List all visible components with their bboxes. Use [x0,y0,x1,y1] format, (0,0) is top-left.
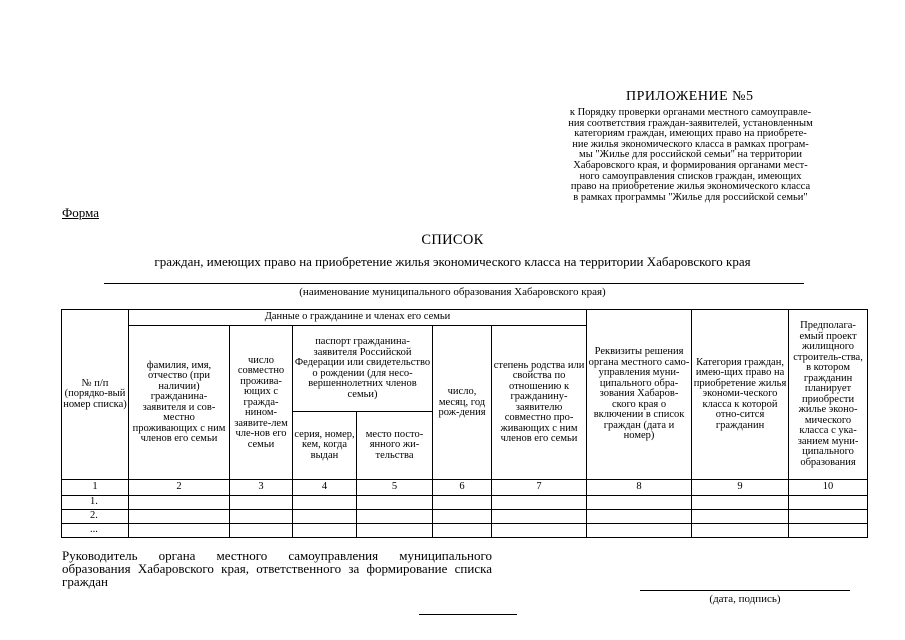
list-title: СПИСОК [421,232,484,248]
header-col-9: Категория граждан, имею-щих право на приобретение жилья экономи-ческого класса к которой отно-сится гражданин [692,310,789,480]
header-col-1: № п/п (порядко-вый номер списка) [62,310,129,480]
header-passport-group: паспорт гражданина-заявителя Российской Федерации или свидетельство о рождении (для несо-вершеннолетних членов семьи) [293,326,433,412]
header-col-8: Реквизиты решения органа местного само-управления муни-ципального обра-зования Хабаров-ского края о включении в список граждан (дата и номер) [587,310,692,480]
header-col-4: серия, номер, кем, когда выдан [293,411,357,480]
header-col-3: число совместно прожива-ющих с гражда-нином-заявите-лем чле-нов его семьи [230,326,293,480]
date-signature-caption: (дата, подпись) [709,593,781,605]
header-col-10: Предполага-емый проект жилищного строитель-ства, в котором гражданин планирует приобрести жилье эконо-мического класса с ука-занием муни-ципального образования [789,310,868,480]
municipality-blank-line [104,283,804,284]
appendix-note-line: категориям граждан, имеющих право на приобрете- [574,128,807,140]
column-number: 5 [357,480,433,495]
appendix-note-line: к Порядку проверки органами местного самоуправле- [569,107,812,118]
appendix-note-line: ния соответствия граждан-заявителей, установленным [568,117,813,129]
bottom-short-line [419,614,517,615]
appendix-note-line: ного самоуправления списков граждан, имеющих [579,170,802,182]
appendix-note [528,108,853,203]
table-row [62,509,868,523]
appendix-note-line: ние жилья экономического класса в рамках програм- [572,138,809,150]
appendix-title: ПРИЛОЖЕНИЕ №5 [626,89,754,104]
date-signature-line [640,590,850,591]
column-number: 7 [492,480,587,495]
header-col-2: фамилия, имя, отчество (при наличии) гражданина-заявителя и сов-местно проживающих с ним членов его семьи [129,326,230,480]
municipality-caption: (наименование муниципального образования Хабаровского края) [299,286,606,298]
row-number: ... [62,523,129,537]
header-col-5: место посто-янного жи-тельства [357,411,433,480]
form-label: Форма [62,205,99,220]
appendix-note-line: мы "Жилье для российской семьи" на территории [579,149,802,161]
citizens-table [61,309,868,538]
column-numbers-row [62,480,868,495]
column-number: 4 [293,480,357,495]
signer-text: Руководитель органа местного самоуправления муниципального образования Хабаровского края, ответственного за формирование списка граждан [62,548,492,589]
column-number: 1 [62,480,129,495]
header-col-7: степень родства или свойства по отношению к гражданину-заявителю совместно про-живающих с ним членов его семьи [492,326,587,480]
row-number: 1. [62,495,129,509]
row-number: 2. [62,509,129,523]
list-subtitle: граждан, имеющих право на приобретение жилья экономического класса на территории Хабаровского края [154,254,751,269]
header-col-6: число, месяц, год рож-дения [433,326,492,480]
column-number: 10 [789,480,868,495]
column-number: 6 [433,480,492,495]
header-family-group: Данные о гражданине и членах его семьи [129,310,587,326]
column-number: 8 [587,480,692,495]
table-row [62,495,868,509]
appendix-note-line: в рамках программы "Жилье для российской семьи" [573,191,808,203]
table-row [62,523,868,537]
appendix-note-line: Хабаровского края, и формирования органами мест- [573,159,808,171]
column-number: 9 [692,480,789,495]
column-number: 2 [129,480,230,495]
column-number: 3 [230,480,293,495]
appendix-note-line: право на приобретение жилья экономического класса [570,181,811,193]
